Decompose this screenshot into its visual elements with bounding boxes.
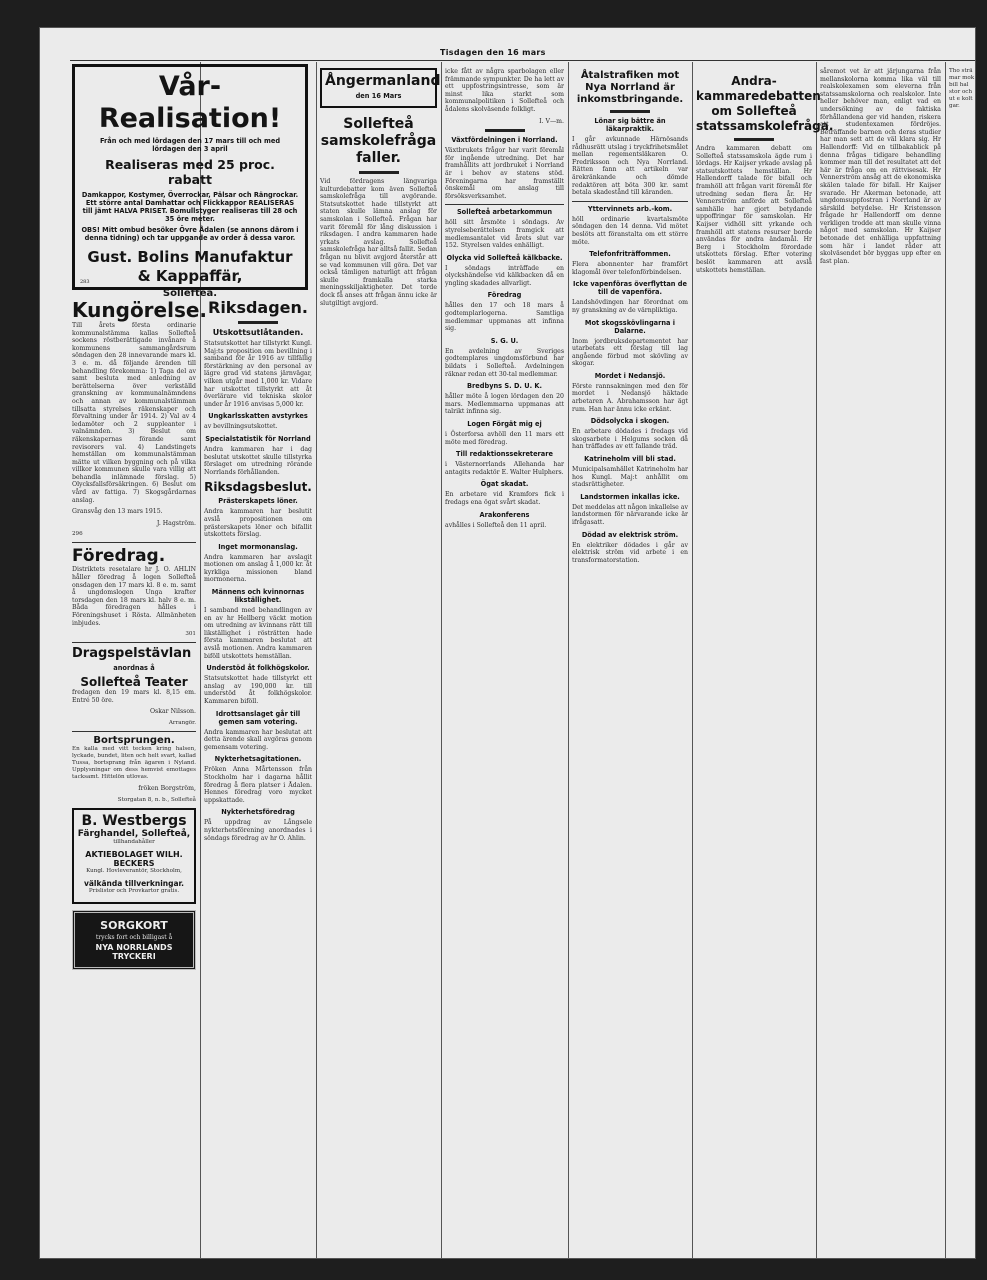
col4-section7: Katrineholm vill bli stad. <box>584 455 676 464</box>
realisation-city: Sollefteå. <box>162 288 218 299</box>
bortsprungen-address: Storgatan 8, n. b., Sollefteå <box>117 796 196 803</box>
angermanland-headline: Sollefteå samskolefråga faller. <box>320 116 437 166</box>
col3-body8: i Västernorrlands Allehanda har antagits redaktör E. Walter Hulphers. <box>445 461 564 476</box>
dateline: Tisdagen den 16 mars <box>440 48 546 57</box>
riksdagen-body1: Statsutskottet har tillstyrkt Kungl. Maj:ts proposition om bevillning i samband för år 1916 av tillfällig förstärkning av den personal av lägre grad vid statens järnvägar, vilken utgår med 1,000 kr. Vidare har utskottet tillstyrkt att åt överlärare vid tekniska skolor under år 1916 anvisas 5,000 kr. <box>204 340 312 408</box>
col3-section6: Bredbyns S. D. U. K. <box>467 382 542 391</box>
col3-body3: I söndags inträffade en olyckshändelse vid kälkbacken då en yngling skadades allvarligt. <box>445 264 564 287</box>
col4-kicker: Lönar sig bättre än läkarpraktik. <box>594 117 666 133</box>
col4-headline: Åtalstrafiken mot Nya Norrland är inkomstbringande. <box>576 70 684 105</box>
col4-body7: En arbetare dödades i fredags vid skogsarbete i Helgums socken då han träffades av ett fallande träd. <box>572 428 688 451</box>
kungorelse-body: Till årets första ordinarie kommunalstämma kallas Sollefteå sockens röstberättigade invånare å kommunens sammangårdsrum söndagen den 28 innevarande mars kl. 3 e. m. då följande ärenden till behandling förekomma: 1) Taga del av samt besluta med anledning av berättelserna över verkställd granskning av kommunalnämndens och annan av kommunalstämman tillsatta styrelses räkenskaper och förvaltning under år 1914. 2) Val av 4 ledamöter och 2 suppleanter i valnämnden. 3) Beslut om räkenskapernas förande samt revisorers val. 4) Landstingets hemställan om kommunalstämman mätte ut vilken byggning och på vilka villkor kommunen skulle vara villig att behandla inlämnade förslag. 5) Olycksfallsförsäkringen. 6) Beslut om vård av fattiga. 7) Skogsgårdarnas anslag. <box>72 322 196 504</box>
riksdagen-body9: Fröken Anna Mårtensson från Stockholm har i dagarna hållit föredrag å flera platser i Ådalen. Hennes föredrag voro mycket uppskattade. <box>204 766 312 804</box>
riksdagen-title: Riksdagen. <box>208 298 308 317</box>
riksdagen-section8: Idrottsanslaget går till gemen sam votering. <box>215 709 301 726</box>
column-5 <box>572 62 688 1258</box>
riksdagen-body5: Andra kammaren har avslagit motionen om anslag å 1,000 kr. åt kyrkliga missionen bland mormonerna. <box>204 553 312 584</box>
realisation-dates: Från och med lördagen den 17 mars till och med lördagen den 3 april <box>99 137 281 153</box>
col3-section7: Logen Förgät mig ej <box>467 420 542 428</box>
bortsprungen-title: Bortsprungen. <box>93 734 175 746</box>
top-rule <box>70 60 975 61</box>
westbergs-line: Färghandel, Sollefteå, <box>77 828 191 839</box>
col3-body2: höll sitt årsmöte i söndags. Av styrelseberättelsen framgick att medlemsantalet vid årets slut var 152. Styrelsen valdes enhälligt. <box>445 219 564 250</box>
col4-section1: Yttervinnets arb.-kom. <box>587 204 673 213</box>
kungorelse-ref: 296 <box>72 531 83 538</box>
realisation-title: Vår-Realisation! <box>98 71 282 134</box>
riksdagsbeslut-title: Riksdagsbeslut. <box>204 480 312 495</box>
col4-section5: Mordet i Nedansjö. <box>594 371 666 380</box>
col4-body4: Landshövdingen har förordnat om ny granskning av de värnpliktiga. <box>572 299 688 314</box>
riksdagen-body6: I samband med behandlingen av en av hr Hellberg väckt motion om utredning av kvinnans rätt till likställighet i rösträtten hade första kammaren beslutat att avslå motionen. Andra kammaren biföll utskottets hemställan. <box>204 607 312 660</box>
column-1 <box>72 298 208 1258</box>
westbergs-company: AKTIEBOLAGET WILH. BECKERS <box>85 849 183 868</box>
kungorelse-signer: J. Hagström. <box>156 519 196 527</box>
col3-body5: En avdelning av Sveriges godtemplares ungdomsförbund har bildats i Sollefteå. Avdelningen räknar redan ett 30-tal medlemmar. <box>445 347 564 378</box>
column-4 <box>445 62 564 1258</box>
realisation-note: OBS! Mitt ombud besöker Övre Ådalen (se annons därom i denna tidning) och tar uppgande av order å dessa varor. <box>81 226 299 242</box>
riksdagen-section9: Nykterhetsagitationen. <box>214 755 302 764</box>
westbergs-ad <box>72 808 196 904</box>
riksdagen-section4: Prästerskapets löner. <box>218 497 298 506</box>
dragspel-title: Dragspelstävlan <box>72 646 192 662</box>
edge-body: Tho strä mar mok bill hal stor och ut e kolt gar. <box>949 68 975 109</box>
col4-section8: Landstormen inkallas icke. <box>580 492 680 501</box>
dragspel-subtitle: anordnas å <box>113 664 155 673</box>
riksdagen-section10: Nykterhetsföredrag <box>221 808 295 817</box>
col4-body9: Det meddelas att någon inkallelse av landstormen för närvarande icke är ifrågasatt. <box>572 503 688 526</box>
col3-body7: i Österforsa avhöll den 11 mars ett möte med föredrag. <box>445 431 564 446</box>
col4-section3: Icke vapenföras överflyttan de till de vapenföra. <box>573 280 687 297</box>
divider <box>572 201 688 202</box>
riksdagen-section3: Specialstatistik för Norrland <box>205 434 311 443</box>
col4-body3: Flera abonnenter har framfört klagomål över telefonförbindelsen. <box>572 261 688 276</box>
divider <box>72 642 196 643</box>
col6-body: såremot vet är att järjungarna från mellanskolorna komma lika väl till realskolexamen som eleverna från statssamskolorna och realskolor. Inte heller behöver man, enligt vad en undersökning av de faktiska förhållandena ger vid handen, riskera att studentexamen fördröjes. Beträffande barnen och deras studier har man sett att de väl klara sig. Hr Hallendorff: Vid en tillbakablick på denna frågas tidigare behandling kommer man till det resultatet att det här är fråga om en rättvisesak. Hr Vennerström ansåg att de ekonomiska skälen talade för bifall. Hr Kaijser svarade. Hr Akerman betonade, att ungdomsuppfostran i Norrland är av särskild betydelse. Hr Kristensson frågade hr Hallendorff om denne verkligen trodde att man skulle vinna något med samskolan. Hr Kaijser betonade det enhälliga uppfattning som här i landet råder att skolväsendet bör byggas upp efter en fast plan. <box>820 68 941 265</box>
col4-body5: Inom jordbruksdepartementet har utarbetats ett förslag till lag angående förbud mot skövling av skogar. <box>572 337 688 368</box>
westbergs-name: B. Westbergs <box>81 812 187 829</box>
dragspel-body: fredagen den 19 mars kl. 8,15 em. Entré 50 öre. <box>72 689 196 704</box>
kungorelse-date: Gransvåg den 13 mars 1915. <box>72 508 163 516</box>
riksdagen-body4: Andra kammaren har beslutit avslå propositionen om prästerskapets löner och bifallit utskottets förslag. <box>204 508 312 539</box>
westbergs-address: Kungl. Hovleverantör, Stockholm, <box>86 867 182 874</box>
kungorelse-title: Kungörelse. <box>72 298 208 322</box>
westbergs-product: välkända tillverkningar. <box>83 878 185 888</box>
riksdagen-section1: Utskottsutlåtanden. <box>212 328 304 337</box>
newspaper-page <box>40 28 975 1258</box>
column-3 <box>320 62 441 1258</box>
col4-section4: Mot skogsskövlingarna i Dalarne. <box>584 318 676 335</box>
col3-section4: Föredrag <box>487 291 522 300</box>
col4-section9: Dödad av elektrisk ström. <box>581 530 679 539</box>
westbergs-role: tillhandahåller <box>113 838 155 845</box>
riksdagen-section6: Männens och kvinnornas likställighet. <box>211 588 305 605</box>
divider <box>734 138 774 141</box>
riksdagen-body3: Andra kammaren har i dag beslutat utskottet skulle tillstyrka förslaget om utredning rörande Norrlands förhållanden. <box>204 445 312 476</box>
foredrag-body: Distriktets resetalare hr J. O. AHLIN håller föredrag å logen Sollefteå onsdagen den 17 mars kl. 8 e. m. samt å ungdomslogen Unga krafter torsdagen den 18 mars kl. halv 8 e. m. Båda föredragen hålles i Föreningshuset i Rösta. Allmänheten inbjudes. <box>72 566 196 627</box>
riksdagen-body7: Statsutskottet hade tillstyrkt ett anslag av 190,000 kr. till understöd åt folkhögskolor. Kammaren biföll. <box>204 675 312 705</box>
sorgkort-body: trycks fort och billigast å <box>95 933 173 941</box>
column-rule <box>945 62 946 1258</box>
divider <box>238 321 278 324</box>
col4-body2: höll ordinarie kvartalsmöte söndagen den 14 denna. Vid mötet beslöts att föranstalta om ett större möte. <box>572 215 688 246</box>
riksdagen-section7: Understöd åt folkhögskolor. <box>206 664 310 673</box>
col4-body10: En elektriker dödades i går av elektrisk ström vid arbete i en transformatorstation. <box>572 541 688 564</box>
divider <box>72 542 196 543</box>
sorgkort-ad <box>72 910 196 970</box>
foredrag-title: Föredrag. <box>72 546 166 567</box>
andra-kammaren-body: Andra kammaren debatt om Sollefteå statssamskola ägde rum i lördags. Hr Kaijser yrkade avslag på statsutskottets hemställan. Hr Hallendorff talade för bifall och framhöll att frågan varit föremål för utredning sedan flera år. Hr Vennerström anförde att Sollefteå samhälle har gjort betydande uppoffringar för samskolan. Hr Kaijser vidhöll sitt yrkande och framhöll att statens resurser borde användas för andra ändamål. Hr Berg i Stockholm förordade utskottets förslag. Efter votering beslöt kammaren att avslå utskottets hemställan. <box>696 145 812 274</box>
col4-body6: Förste rannsakningen med den för mordet i Nedansjö häktade arbetaren A. Abrahamsson har ägt rum. Han har ännu icke erkänt. <box>572 382 688 413</box>
col3-body9: En arbetare vid Kramfors fick i fredags ena ögat svårt skadat. <box>445 491 564 506</box>
realisation-ref: 283 <box>80 279 90 285</box>
riksdagen-body10: På uppdrag av Långsele nykterhetsförening anordnades i söndags föredrag av hr O. Ahlin. <box>204 819 312 842</box>
col3-section9: Ögat skadat. <box>480 480 529 489</box>
bortsprungen-signer: fröken Borgström, <box>138 784 196 792</box>
sorgkort-company: NYA NORRLANDS TRYCKERI <box>95 942 173 961</box>
dragspel-organizer-role: Arrangör. <box>168 719 196 726</box>
column-rule <box>816 62 817 1258</box>
westbergs-note: Prislistor och Provkartor gratis. <box>88 887 180 894</box>
column-rule <box>441 62 442 1258</box>
realisation-company: Gust. Bolins Manufaktur & Kappaffär, <box>87 248 293 285</box>
dragspel-venue: Sollefteå Teater <box>80 675 188 690</box>
realisation-headline: Realiseras med 25 proc. rabatt <box>105 157 275 187</box>
col3-body-top: icke fått av några sparbolagen eller främmande sympunkter. De ha lett av ett uppfostringsintresse, som är minst lika starkt som kommunalpolitiken i Sollefteå och ådalens skolväsende folkligt. <box>445 68 564 113</box>
divider <box>445 204 564 205</box>
col3-section8: Till redaktionssekreterare <box>456 450 553 459</box>
column-rule <box>568 62 569 1258</box>
col3-section5: S. G. U. <box>490 336 519 345</box>
col4-body1: I går avkunnade Härnösands rådhusrätt utslag i tryckfrihetsmålet mellan regementsläkaren O. Fredriksson och Nya Norrland. Rätten fann att artikeln var ärekränkande och dömde redaktören att böta 300 kr. samt betala skadestånd till käranden. <box>572 136 688 197</box>
riksdagen-section2: Ungkarlsskatten avstyrkes <box>208 412 308 421</box>
realisation-items: Damkappor, Kostymer, Överrockar, Pälsar och Rängrockar. Ett större antal Damhattar och Flickkappor REALISERAS till jämt HALVA PRISET. Bomullstyger realiseras till 28 och 35 öre meter. <box>81 191 299 223</box>
col3-body4: hålles den 17 och 18 mars å godtemplarlogerna. Samtliga medlemmar uppmanas att infinna sig. <box>445 302 564 333</box>
riksdagen-body8: Andra kammaren har beslutat att detta ärende skall avgöras genom gemensam votering. <box>204 728 312 751</box>
riksdagen-body2: av bevillningsutskottet. <box>204 423 278 431</box>
col4-section2: Telefonfriträffommen. <box>589 250 671 259</box>
dragspel-organizer: Oskar Nilsson. <box>149 708 196 716</box>
andra-kammaren-headline: Andra-kammaredebatten om Sollefteå statssamskolefråga. <box>696 74 834 133</box>
col3-body6: håller möte å logen lördagen den 20 mars. Medlemmarna uppmanas att talrikt infinna sig. <box>445 393 564 416</box>
realisation-ad <box>72 64 308 299</box>
column-rule <box>316 62 317 1258</box>
sorgkort-title: SORGKORT <box>100 918 168 932</box>
col3-section10: Arakonferens <box>479 510 530 519</box>
column-rule <box>692 62 693 1258</box>
column-6 <box>696 62 834 1258</box>
riksdagen-section5: Inget mormonanslag. <box>218 542 298 551</box>
col3-section3: Olycka vid Sollefteå kälkbacke. <box>446 253 563 262</box>
divider <box>610 110 650 113</box>
divider <box>485 129 525 132</box>
angermanland-title: Ångermanland <box>325 73 441 89</box>
col3-section1: Växtfördelningen i Norrland. <box>451 136 558 145</box>
angermanland-date: den 16 Mars <box>355 92 402 100</box>
bortsprungen-body: En kalla med vitt tecken kring halsen, lyckade, bundet, liten och helt svart, kallad Tussa, bortsprang från ägaren i Nyland. Upplysningar om dess hemvist emottages tacksamt. Hittelön utlovas. <box>72 745 196 780</box>
col3-section2: Sollefteå arbetarkommun <box>456 208 553 217</box>
col4-body8: Municipalsamhället Katrineholm har hos Kungl. Maj:t anhållit om stadsrättigheter. <box>572 466 688 489</box>
col3-body1: Växtbrukets frågor har varit föremål för ingående utredning. Det har framhållits att jordbruket i Norrland är i behov av statens stöd. Föreningarna har framställt önskemål om anslag till försöksverksamhet. <box>445 147 564 200</box>
col4-section6: Dödsolycka i skogen. <box>590 417 670 426</box>
angermanland-banner <box>320 68 441 108</box>
column-2 <box>204 298 312 1258</box>
foredrag-ref: 301 <box>185 631 196 638</box>
edge-column <box>949 62 975 1258</box>
column-7 <box>820 62 941 1258</box>
angermanland-body: Vid fördragens längvariga kulturdebatter kom även Sollefteå samskolefråga till avgörande. Statsutskottet hade tillstyrkt att staten skulle lämna anslag för samskolan i Sollefteå. Frågan har varit föremål för lång diskussion i riksdagen. I andra kammaren hade yrkats avslag. Sollefteå samskolefråga har alltså fallit. Sedan frågan nu blivit avgjord återstår att se vad kommunen vill göra. Det var också tämligen naturligt att frågan skulle framkalla starka meningsskiljaktigheter. Det torde dock få anses att frågan ännu icke är slutgiltigt avgjord. <box>320 178 438 307</box>
col3-signer: I. V—m. <box>539 117 564 125</box>
col3-body10: avhålles i Sollefteå den 11 april. <box>445 521 547 529</box>
divider <box>359 171 399 174</box>
divider <box>72 731 196 732</box>
